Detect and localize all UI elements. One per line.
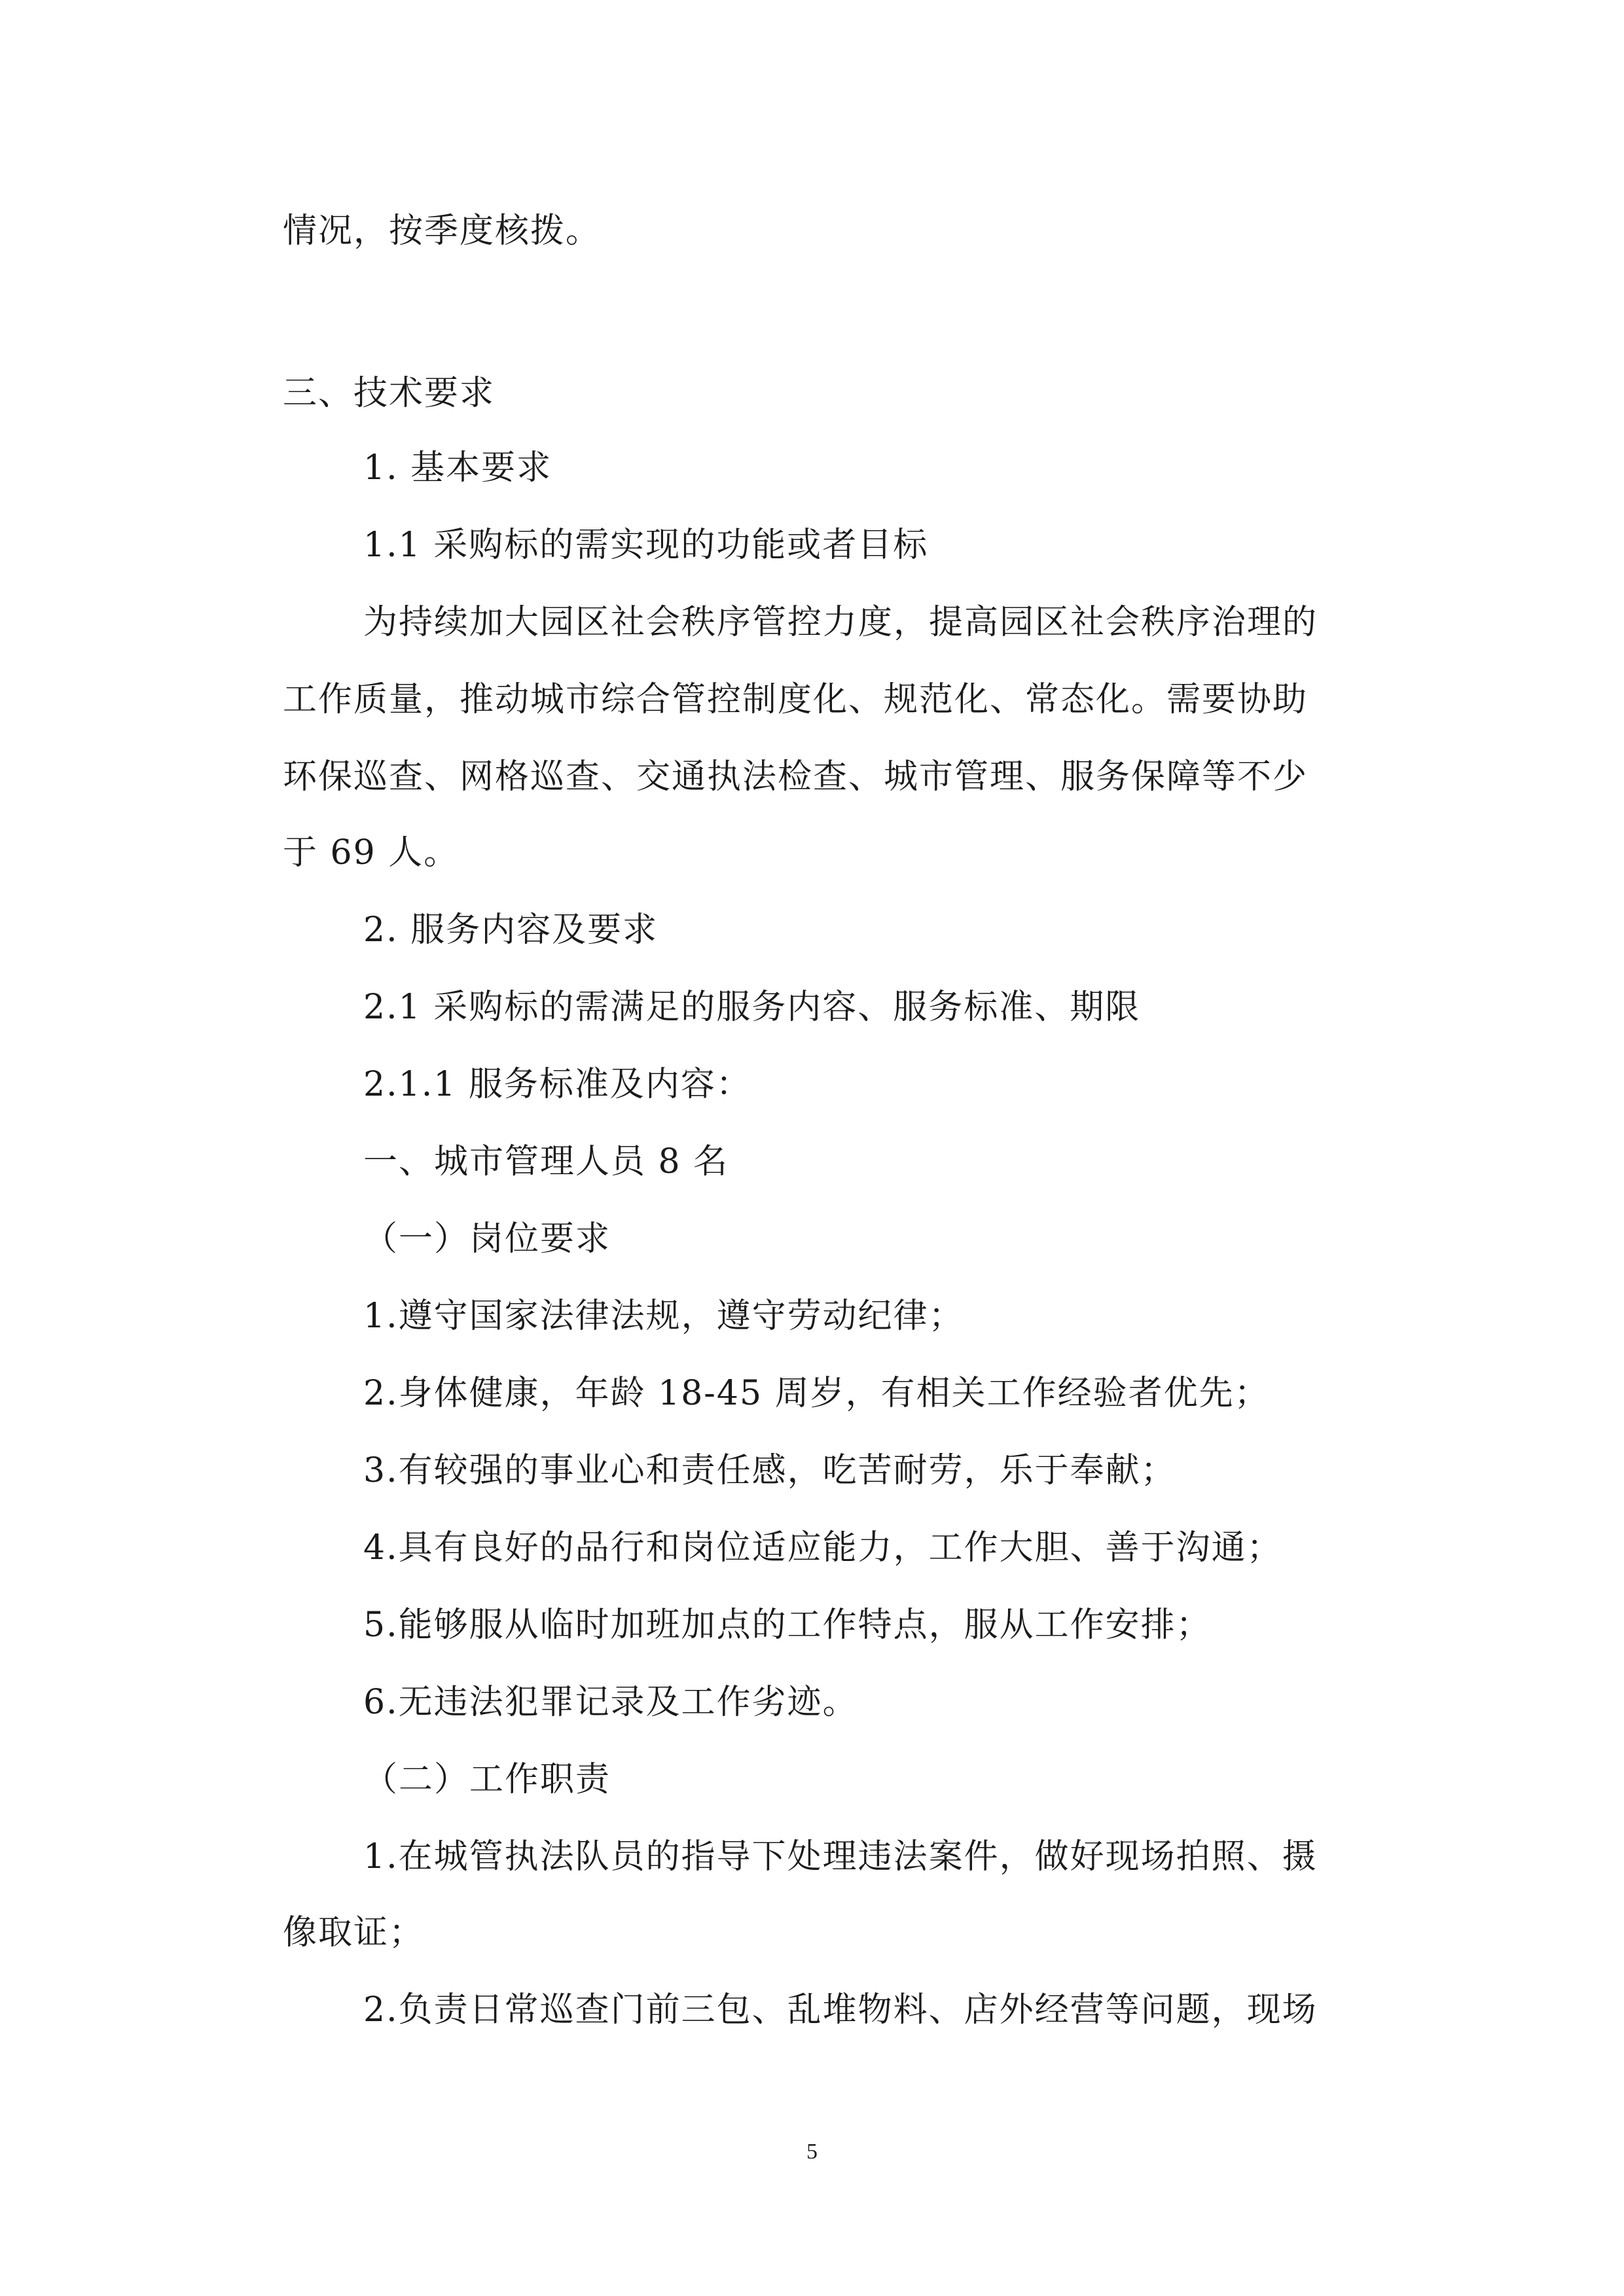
list-item-continuation: 像取证； [283,1913,425,1952]
list-heading: （二）工作职责 [363,1760,611,1799]
list-item: 1.遵守国家法律法规，遵守劳动纪律； [363,1297,964,1336]
list-item: 3.有较强的事业心和责任感，吃苦耐劳，乐于奉献； [363,1451,1176,1490]
list-item: 1.在城管执法队员的指导下处理违法案件，做好现场拍照、摄 [363,1837,1318,1876]
subsection-heading: 2.1 采购标的需满足的服务内容、服务标准、期限 [363,988,1141,1027]
section-heading: 三、技术要求 [283,374,496,413]
subsection-heading: 2. 服务内容及要求 [363,910,659,950]
list-item: 2.负责日常巡查门前三包、乱堆物料、店外经营等问题，现场 [363,1990,1318,2030]
list-heading: （一）岗位要求 [363,1219,611,1259]
list-item: 5.能够服从临时加班加点的工作特点，服从工作安排； [363,1605,1212,1645]
subsection-heading: 1.1 采购标的需实现的功能或者目标 [363,526,929,565]
subsection-heading: 1. 基本要求 [363,448,552,488]
paragraph-line: 为持续加大园区社会秩序管控力度，提高园区社会秩序治理的 [363,603,1318,642]
text-line: 情况，按季度核拨。 [283,211,602,251]
subsection-heading: 2.1.1 服务标准及内容： [363,1065,751,1104]
page-number: 5 [806,2140,818,2164]
paragraph-line: 于 69 人。 [283,833,460,872]
paragraph-line: 工作质量，推动城市综合管控制度化、规范化、常态化。需要协助 [283,680,1308,719]
list-item: 6.无违法犯罪记录及工作劣迹。 [363,1683,858,1722]
list-heading: 一、城市管理人员 8 名 [363,1142,729,1181]
list-item: 2.身体健康，年龄 18-45 周岁，有相关工作经验者优先； [363,1374,1270,1413]
list-item: 4.具有良好的品行和岗位适应能力，工作大胆、善于沟通； [363,1528,1282,1568]
paragraph-line: 环保巡查、网格巡查、交通执法检查、城市管理、服务保障等不少 [283,757,1308,797]
